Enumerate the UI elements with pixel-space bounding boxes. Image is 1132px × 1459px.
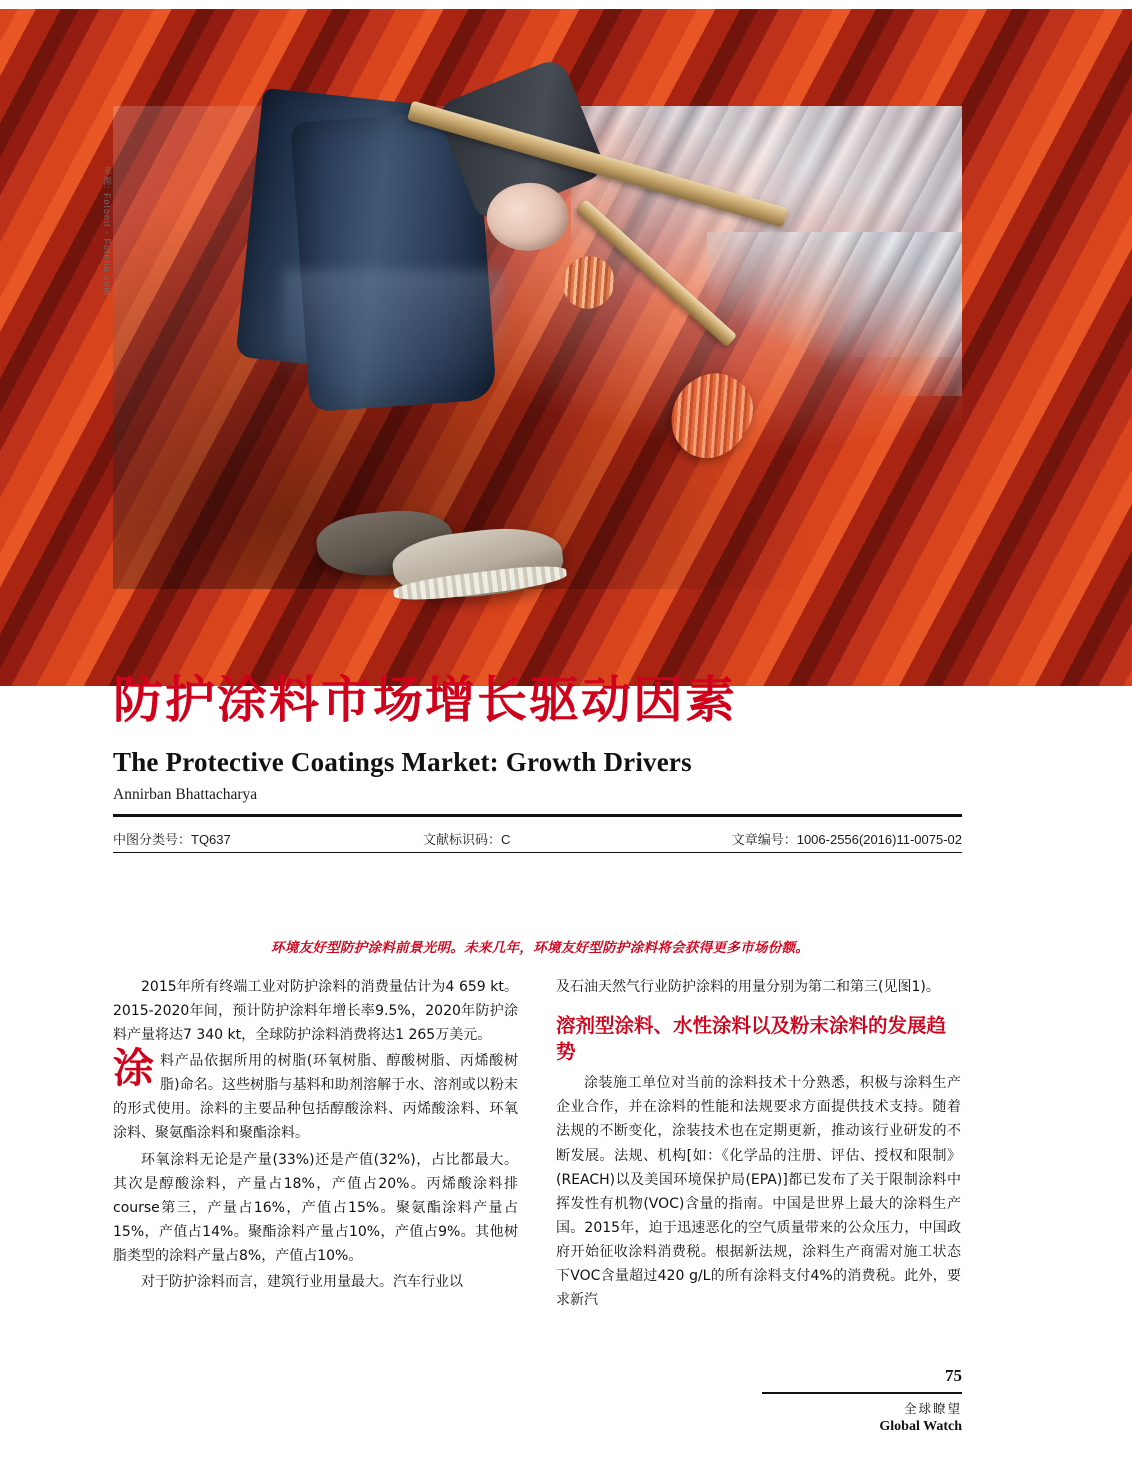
leg-highlight: [283, 270, 504, 386]
paragraph: 对于防护涂料而言，建筑行业用量最大。汽车行业以: [141, 1273, 463, 1290]
divider-thin: [113, 852, 962, 853]
clc-number: 中图分类号：TQ637: [113, 831, 231, 847]
article-lead: 环境友好型防护涂料前景光明。未来几年，环境友好型防护涂料将会获得更多市场份额。: [270, 940, 810, 956]
paragraph: 涂装施工单位对当前的涂料技术十分熟悉，积极与涂料生产企业合作，并在涂料的性能和法规要求方面提供技术支持。随着法规的不断变化，涂装技术也在定期更新，推动该行业研发的不断发展。法规、机构[如：《化学品的注册、评估、授权和限制》(REACH)以及美国环境保护局(EPA)]都已发布了关于限制涂料中挥发性有机物(VOC)含量的指南。中国是世界上最大的涂料生产国。2015年，迫于迅速恶化的空气质量带来的公众压力，中国政府开始征收涂料消费税。根据新法规，涂料生产商需对施工状态下VOC含量超过420 g/L的所有涂料支付4%的消费税。此外，要求新汽: [556, 1075, 961, 1309]
photo-credit: 来源: Fotonit - Fotolia.com: [102, 166, 112, 297]
section-name-cn: 全球瞭望: [903, 1401, 962, 1416]
column-right: [556, 975, 961, 1345]
drop-cap: 涂: [113, 1044, 154, 1093]
photo-canvas: [113, 106, 962, 589]
paragraph: 2015年所有终端工业对防护涂料的消费量估计为4 659 kt。2015-2020年间，预计防护涂料年增长率9.5%，2020年防护涂料产量将达7 340 kt，全球防护涂料消费将达1 265万美元。: [113, 979, 518, 1044]
column-left: [113, 975, 518, 1345]
footer-divider: [762, 1392, 962, 1394]
page-title-cn: 防护涂料市场增长驱动因素: [113, 670, 737, 729]
section-name-en: Global Watch: [879, 1419, 962, 1434]
article-number: 文章编号：1006-2556(2016)11-0075-02: [731, 831, 962, 847]
paragraph: 及石油天然气行业防护涂料的用量分别为第二和第三(见图1)。: [556, 979, 940, 995]
body-columns: [113, 975, 962, 1345]
author-name: Annirban Bhattacharya: [113, 786, 258, 803]
section-subhead: 溶剂型涂料、水性涂料以及粉末涂料的发展趋势: [556, 1014, 947, 1064]
page-title-en: The Protective Coatings Market: Growth Drivers: [113, 747, 692, 778]
page-number: 75: [945, 1366, 962, 1385]
divider-thick: [113, 814, 962, 817]
paragraph: 环氧涂料无论是产量(33%)还是产值(32%)，占比都最大。其次是醇酸涂料，产量占18%，产值占20%。丙烯酸涂料排course第三，产量占16%，产值占15%。聚氨酯涂料产量占15%，产值占14%。聚酯涂料产量占10%，产值占9%。其他树脂类型的涂料产量占8%，产值占10%。: [113, 1151, 518, 1264]
paragraph-with-dropcap: [113, 1044, 518, 1145]
document-code: 文献标识码：C: [423, 831, 511, 847]
article-hero-photo: [102, 106, 962, 589]
article-meta-row: [113, 825, 962, 851]
paragraph-text: 料产品依据所用的树脂(环氧树脂、醇酸树脂、丙烯酸树脂)命名。这些树脂与基料和助剂溶解于水、溶剂或以粉末的形式使用。涂料的主要品种包括醇酸涂料、丙烯酸涂料、环氧涂料、聚氨酯涂料和聚酯涂料。: [113, 1053, 518, 1142]
